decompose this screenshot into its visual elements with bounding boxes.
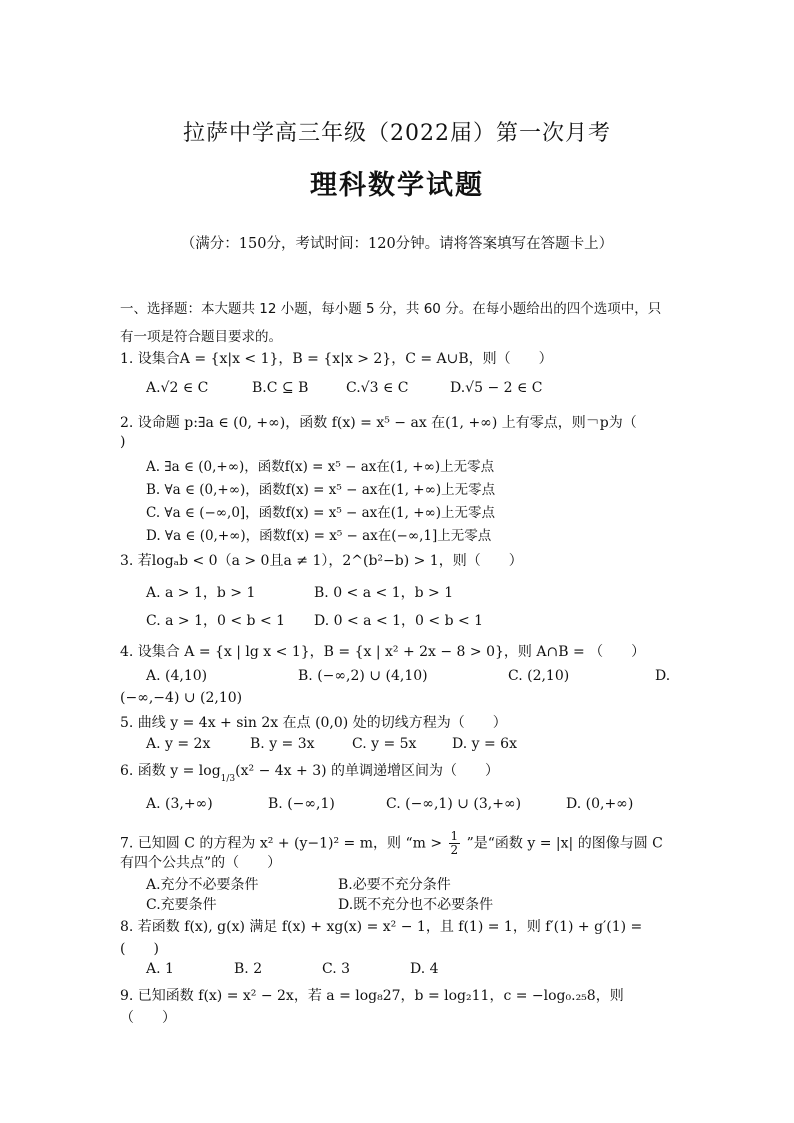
question-6-option-d: D. (0,+∞) <box>566 796 634 812</box>
question-2-stem: 2. 设命题 p:∃a ∈ (0, +∞)，函数 f(x) = x⁵ − ax 在(1, +∞) 上有零点，则￢p为（ <box>120 415 637 431</box>
section-intro-line1: 一、选择题：本大题共 12 小题，每小题 5 分，共 60 分。在每小题给出的四个选项中，只 <box>120 301 662 317</box>
question-5-option-c: C. y = 5x <box>352 736 417 752</box>
question-7-stem-part1: 7. 已知圆 C 的方程为 x² + (y−1)² = m，则 “m > <box>120 835 443 852</box>
question-4-option-d-label: D. <box>655 668 671 684</box>
question-7-stem-cont: 有四个公共点”的（ ） <box>120 855 282 871</box>
question-6-option-b: B. (−∞,1) <box>268 796 335 812</box>
question-5-option-a: A. y = 2x <box>146 736 211 752</box>
question-7-option-a: A.充分不必要条件 <box>146 877 259 893</box>
question-6-stem <box>120 760 680 784</box>
question-6-option-c: C. (−∞,1) ∪ (3,+∞) <box>386 796 522 812</box>
question-2-option-a: A. ∃a ∈ (0,+∞)，函数f(x) = x⁵ − ax在(1, +∞)上无零点 <box>146 459 495 475</box>
question-4-option-d: (−∞,−4) ∪ (2,10) <box>120 690 243 706</box>
question-1-option-c: C.√3 ∈ C <box>346 380 409 396</box>
exam-info: （满分：150分，考试时间：120分钟。请将答案填写在答题卡上） <box>180 236 614 252</box>
question-7-fraction-num: 1 <box>450 829 459 843</box>
question-2-stem-cont: ) <box>120 434 126 450</box>
question-5-option-b: B. y = 3x <box>250 736 315 752</box>
question-8-stem: 8. 若函数 f(x), g(x) 满足 f(x) + xg(x) = x² − 1，且 f(1) = 1，则 f′(1) + g′(1) = <box>120 919 643 935</box>
question-8-stem-cont: ( ) <box>120 941 159 957</box>
question-1-option-a: A.√2 ∈ C <box>146 380 209 396</box>
question-7-option-d: D.既不充分也不必要条件 <box>338 897 494 913</box>
question-3-option-d: D. 0 < a < 1，0 < b < 1 <box>314 613 484 629</box>
question-2-option-c: C. ∀a ∈ (−∞,0]，函数f(x) = x⁵ − ax在(1, +∞)上无零点 <box>146 505 496 521</box>
question-4-option-c: C. (2,10) <box>508 668 570 684</box>
question-5-stem: 5. 曲线 y = 4x + sin 2x 在点 (0,0) 处的切线方程为（ ） <box>120 715 507 731</box>
school-title: 拉萨中学高三年级（2022届）第一次月考 <box>183 121 611 146</box>
question-8-option-c: C. 3 <box>322 961 351 977</box>
question-1-option-d: D.√5 − 2 ∈ C <box>450 380 543 396</box>
question-8-option-a: A. 1 <box>146 961 174 977</box>
question-4-stem: 4. 设集合 A = {x | lg x < 1}，B = {x | x² + 2x − 8 > 0}，则 A∩B = （ ） <box>120 644 646 660</box>
question-5-option-d: D. y = 6x <box>452 736 517 752</box>
question-6-stem-part2: (x² − 4x + 3) 的单调递增区间为（ ） <box>235 763 500 779</box>
question-2-option-d: D. ∀a ∈ (0,+∞)，函数f(x) = x⁵ − ax在(−∞,1]上无零点 <box>146 528 492 544</box>
question-4-option-a: A. (4,10) <box>146 668 208 684</box>
question-3-option-a: A. a > 1，b > 1 <box>146 585 256 601</box>
question-7-stem-part2: ”是“函数 y = |x| 的图像与圆 C <box>466 835 663 852</box>
question-6-stem-part1: 6. 函数 y = log <box>120 763 221 779</box>
question-7-fraction-den: 2 <box>450 843 459 857</box>
question-1-option-b: B.C ⊆ B <box>252 380 309 396</box>
question-3-stem: 3. 若logₐb < 0（a > 0且a ≠ 1），2^(b²−b) > 1，则（ ） <box>120 553 523 569</box>
question-9-stem-cont: （ ） <box>120 1010 176 1026</box>
question-4-option-b: B. (−∞,2) ∪ (4,10) <box>298 668 428 684</box>
question-8-option-b: B. 2 <box>234 961 263 977</box>
question-2-option-b: B. ∀a ∈ (0,+∞)，函数f(x) = x⁵ − ax在(1, +∞)上无零点 <box>146 482 496 498</box>
question-6-log-base: 1/3 <box>220 774 236 784</box>
section-intro-line2: 有一项是符合题目要求的。 <box>120 329 282 345</box>
question-9-stem: 9. 已知函数 f(x) = x² − 2x，若 a = log₈27，b = log₂11，c = −log₀.₂₅8，则 <box>120 988 624 1004</box>
question-8-option-d: D. 4 <box>410 961 439 977</box>
question-1-stem: 1. 设集合A = {x|x < 1}，B = {x|x > 2}，C = A∪B，则（ ） <box>120 351 553 367</box>
question-6-option-a: A. (3,+∞) <box>146 796 213 812</box>
question-7-option-b: B.必要不充分条件 <box>338 877 451 893</box>
subject-title: 理科数学试题 <box>310 170 484 201</box>
question-7-option-c: C.充要条件 <box>146 897 217 913</box>
question-3-option-c: C. a > 1，0 < b < 1 <box>146 613 286 629</box>
question-3-option-b: B. 0 < a < 1，b > 1 <box>314 585 454 601</box>
